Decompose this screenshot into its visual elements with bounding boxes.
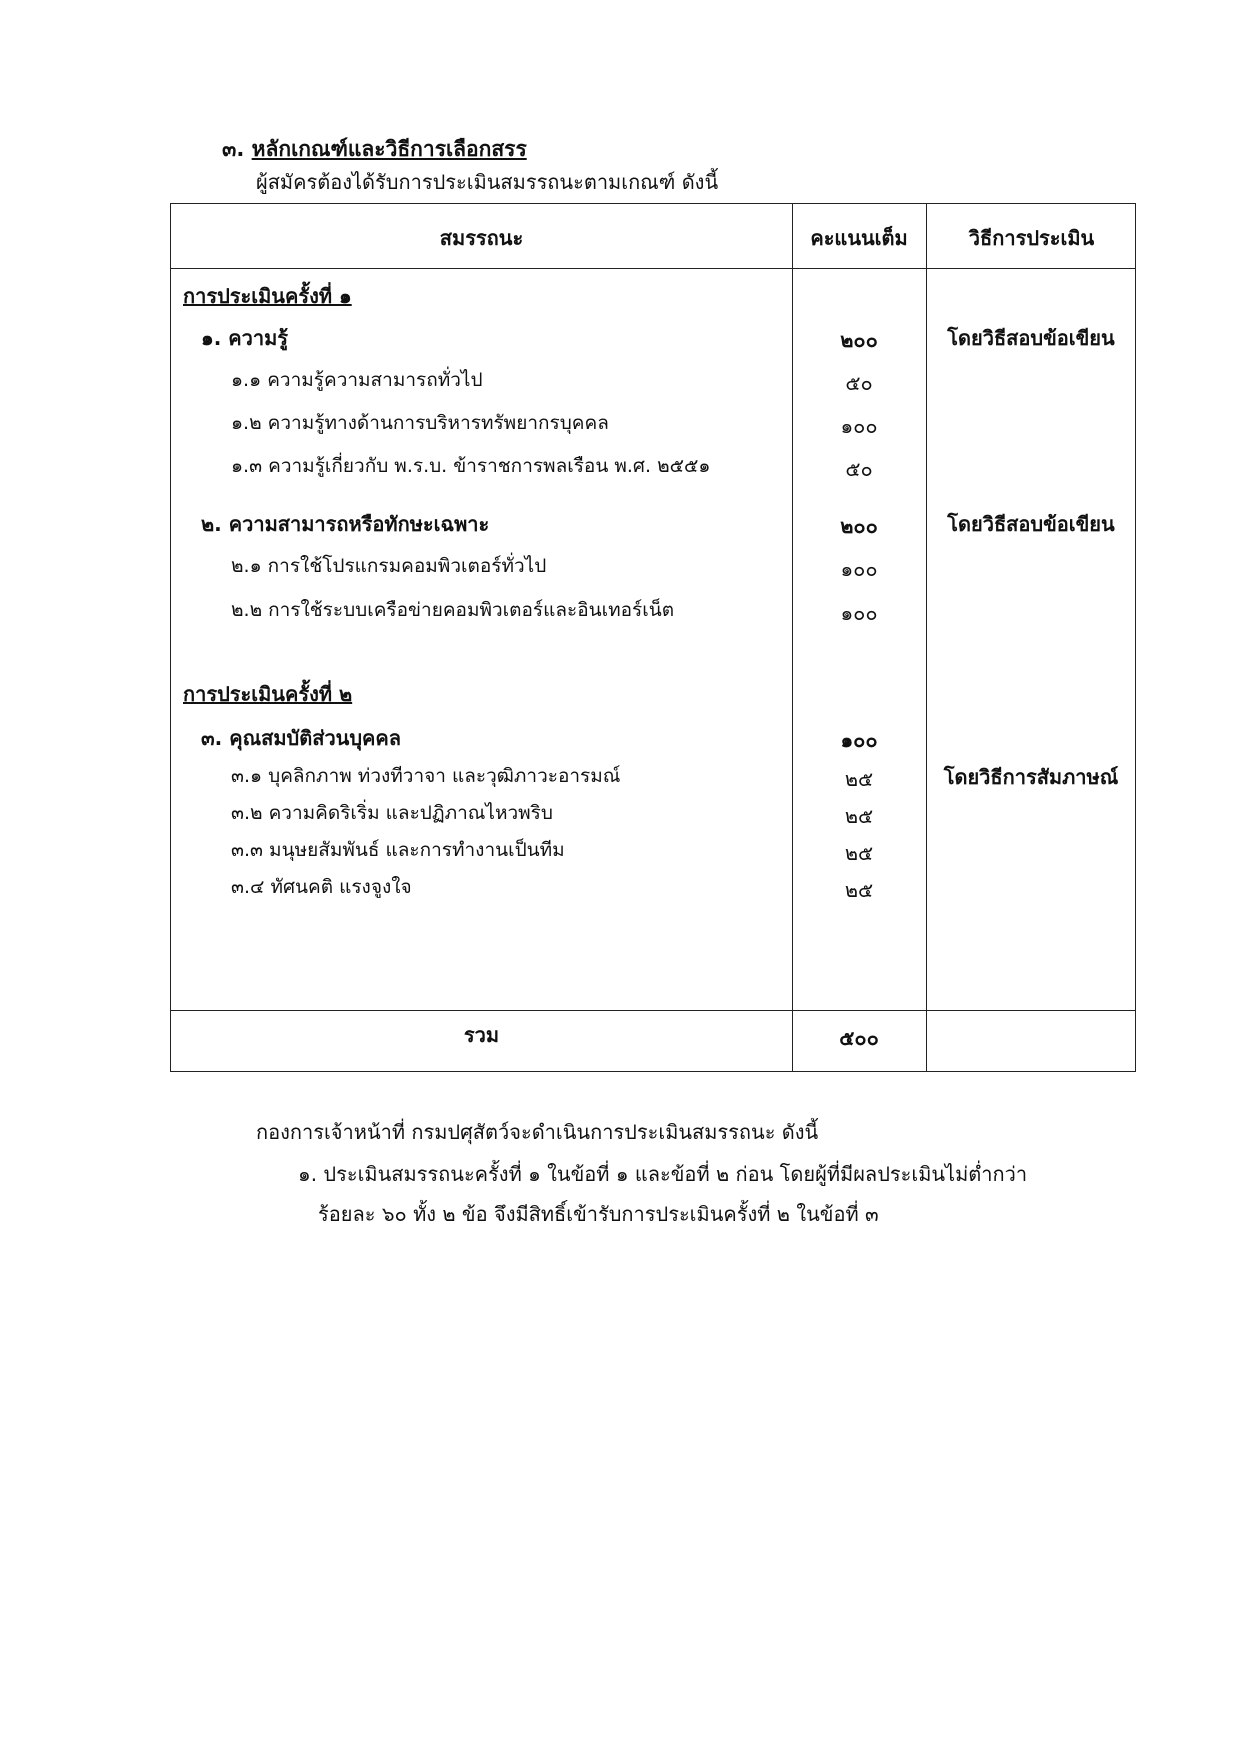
header-method: วิธีการประเมิน (968, 226, 1095, 250)
item3-sub-score: ๒๕ (844, 878, 874, 902)
item2-method: โดยวิธีสอบข้อเขียน (947, 512, 1115, 536)
item1-method: โดยวิธีสอบข้อเขียน (947, 326, 1115, 350)
item2-score: ๒๐๐ (840, 514, 878, 538)
section-title: หลักเกณฑ์และวิธีการเลือกสรร (251, 137, 527, 161)
column-divider (926, 204, 927, 1071)
total-divider (171, 1010, 1135, 1011)
item2-sub-label: ๒.๑ การใช้โปรแกรมคอมพิวเตอร์ทั่วไป (231, 555, 547, 577)
item1-sub-label: ๑.๑ ความรู้ความสามารถทั่วไป (231, 369, 483, 391)
round1-title: การประเมินครั้งที่ ๑ (183, 284, 352, 308)
section-heading (222, 133, 527, 166)
section-number: ๓. (222, 137, 245, 161)
header-competency: สมรรถนะ (439, 226, 524, 250)
item1-sub-score: ๕๐ (845, 371, 873, 395)
footer-item1-line2: ร้อยละ ๖๐ ทั้ง ๒ ข้อ จึงมีสิทธิ์เข้ารับการประเมินครั้งที่ ๒ ในข้อที่ ๓ (318, 1202, 879, 1226)
item3-label: ๓. คุณสมบัติส่วนบุคคล (201, 726, 402, 750)
item2-sub-score: ๑๐๐ (840, 601, 878, 625)
item2-sub-score: ๑๐๐ (840, 557, 878, 581)
item2-label: ๒. ความสามารถหรือทักษะเฉพาะ (201, 512, 490, 536)
item1-label: ๑. ความรู้ (201, 326, 289, 350)
item3-sub-label: ๓.๓ มนุษยสัมพันธ์ และการทำงานเป็นทีม (231, 839, 565, 861)
item3-sub-label: ๓.๒ ความคิดริเริ่ม และปฏิภาณไหวพริบ (231, 802, 553, 824)
item3-sub-score: ๒๕ (844, 841, 874, 865)
footer-intro: กองการเจ้าหน้าที่ กรมปศุสัตว์จะดำเนินการประเมินสมรรถนะ ดังนี้ (256, 1120, 819, 1144)
total-label: รวม (463, 1023, 500, 1047)
header-divider (171, 268, 1135, 269)
item3-sub-label: ๓.๑ บุคลิกภาพ ท่วงทีวาจา และวุฒิภาวะอารมณ์ (231, 765, 621, 787)
item1-sub-score: ๕๐ (845, 457, 873, 481)
item3-sub-score: ๒๕ (844, 767, 874, 791)
total-score: ๕๐๐ (839, 1026, 879, 1050)
item2-sub-label: ๒.๒ การใช้ระบบเครือข่ายคอมพิวเตอร์และอินเทอร์เน็ต (231, 599, 675, 621)
item3-score: ๑๐๐ (840, 728, 878, 752)
item3-method: โดยวิธีการสัมภาษณ์ (943, 765, 1119, 789)
item1-sub-score: ๑๐๐ (840, 414, 878, 438)
footer-item1-line1: ๑. ประเมินสมรรถนะครั้งที่ ๑ ในข้อที่ ๑ และข้อที่ ๒ ก่อน โดยผู้ที่มีผลประเมินไม่ต่ำกว่า (298, 1162, 1028, 1186)
round2-title: การประเมินครั้งที่ ๒ (183, 682, 353, 706)
header-full-score: คะแนนเต็ม (810, 226, 908, 250)
item1-sub-label: ๑.๓ ความรู้เกี่ยวกับ พ.ร.บ. ข้าราชการพลเรือน พ.ศ. ๒๕๕๑ (231, 455, 711, 477)
item3-sub-score: ๒๕ (844, 804, 874, 828)
competency-table (170, 203, 1136, 1072)
section-intro: ผู้สมัครต้องได้รับการประเมินสมรรถนะตามเกณฑ์ ดังนี้ (256, 170, 719, 194)
item3-sub-label: ๓.๔ ทัศนคติ แรงจูงใจ (231, 876, 412, 898)
item1-score: ๒๐๐ (840, 328, 878, 352)
item1-sub-label: ๑.๒ ความรู้ทางด้านการบริหารทรัพยากรบุคคล (231, 412, 609, 434)
